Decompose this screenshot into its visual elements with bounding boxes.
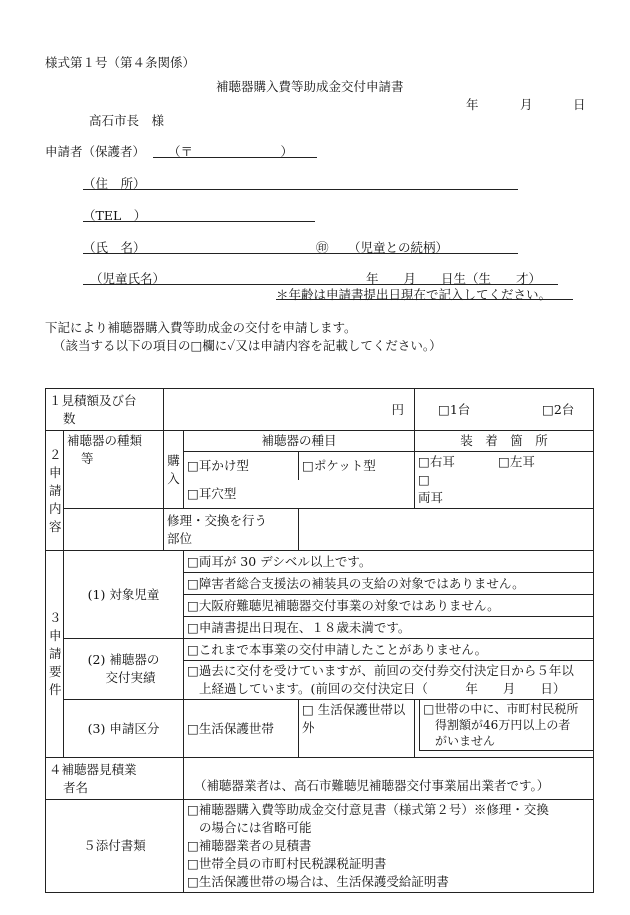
welfare-household-checkbox[interactable]: □生活保護世帯	[184, 700, 299, 758]
ear-hook-checkbox[interactable]: □耳かけ型	[184, 452, 299, 481]
section2-side-cell	[46, 431, 64, 551]
date-year-label: 年	[466, 97, 479, 112]
application-class-label: (3) 申請区分	[64, 700, 184, 758]
section3-side-4: 件	[49, 682, 62, 697]
unit-count-cell	[415, 389, 594, 431]
record-item-1[interactable]: □これまで本事業の交付申請したことがありません。	[184, 639, 594, 661]
both-ears-checkbox[interactable]: □	[418, 472, 430, 487]
section2-side-2: 請	[49, 482, 62, 498]
form-title: 補聴器購入費等助成金交付申請書	[216, 79, 404, 94]
repair-part-field[interactable]	[299, 509, 594, 551]
income-tax-cell[interactable]	[415, 700, 594, 758]
two-unit-checkbox[interactable]: □2台	[542, 401, 575, 417]
target-item-2[interactable]: □障害者総合支援法の補装具の支給の対象ではありません。	[184, 573, 594, 595]
one-unit-checkbox[interactable]: □1台	[438, 401, 471, 417]
delivery-record-label-2: 交付実績	[105, 670, 156, 685]
pocket-type-checkbox[interactable]: □ポケット型	[299, 452, 415, 481]
estimate-amount-cell[interactable]	[164, 389, 415, 431]
purchase-label-cell	[164, 431, 184, 509]
intro-line-2: （該当する以下の項目の□欄に✓又は申請内容を記載してください。）	[53, 338, 442, 353]
intro-line-1: 下記により補聴器購入費等助成金の交付を申請します。	[45, 320, 357, 335]
row-record-1	[46, 639, 594, 661]
address-underline	[83, 189, 518, 190]
hearing-aid-type-label: 補聴器の種類	[67, 433, 143, 448]
hearing-aid-type-label-2: 等	[81, 451, 94, 466]
address-field[interactable]: （住 所）	[83, 176, 146, 191]
delivery-record-label-cell	[64, 639, 184, 700]
section2-number: ２	[49, 446, 62, 462]
section3-side-1: 申	[49, 628, 62, 643]
tel-underline	[83, 221, 315, 222]
yen-unit: 円	[391, 401, 405, 417]
purchase-label-1: 購	[167, 452, 180, 468]
right-ear-checkbox[interactable]: □右耳	[418, 454, 455, 469]
section3-side-3: 要	[49, 664, 62, 679]
attachments-list	[184, 800, 594, 893]
row-estimate	[46, 389, 594, 431]
row-repair	[46, 509, 594, 551]
date-day-label: 日	[573, 97, 586, 112]
section3-number: ３	[49, 610, 62, 625]
row-type-header	[46, 431, 594, 452]
repair-label-cell	[164, 509, 299, 551]
row-target-1	[46, 551, 594, 573]
both-ears-label: 両耳	[418, 490, 444, 505]
vendor-note: （補聴器業者は、高石市難聴児補聴器交付事業届出業者です。）	[194, 778, 550, 793]
applicant-label: 申請者（保護者）	[45, 144, 146, 159]
estimate-label-2: 数	[63, 410, 76, 426]
age-note: ＊年齢は申請書提出日現在で記入してください。	[276, 287, 552, 302]
attachment-item-1[interactable]: □補聴器購入費等助成金交付意見書（様式第２号）※修理・交換	[187, 802, 549, 817]
date-month-label: 月	[520, 97, 533, 112]
vendor-label: ４補聴器見積業	[49, 761, 137, 777]
attachments-label: ５添付書類	[46, 800, 184, 893]
repair-label: 修理・交換を行う	[167, 512, 268, 528]
income-tax-box	[419, 700, 593, 751]
name-underline	[83, 253, 518, 254]
target-item-3[interactable]: □大阪府難聴児補聴器交付事業の対象ではありません。	[184, 595, 594, 617]
vendor-name-field[interactable]	[184, 758, 594, 800]
attachment-item-3[interactable]: □世帯全員の市町村民税課税証明書	[187, 856, 387, 871]
hearing-aid-type-label-cell	[64, 431, 164, 509]
place-header: 装 着 箇 所	[415, 431, 594, 452]
age-note-underline	[276, 299, 573, 300]
form-number: 様式第１号（第４条関係）	[45, 55, 196, 70]
birth-date-field[interactable]: 年 月 日生（生 才）	[366, 271, 542, 286]
delivery-record-label: (2) 補聴器の	[87, 652, 160, 667]
non-welfare-label-2: 外	[302, 720, 315, 735]
relation-field[interactable]: （児童との続柄）	[348, 240, 449, 255]
postal-field[interactable]: （〒 ）	[168, 144, 294, 159]
attachment-item-4[interactable]: □生活保護世帯の場合は、生活保護受給証明書	[187, 874, 449, 889]
section3-side-cell	[46, 551, 64, 758]
tel-field[interactable]: （TEL ）	[83, 208, 147, 223]
application-table	[45, 388, 594, 893]
place-options-cell	[415, 452, 594, 509]
purchase-label-2: 入	[167, 470, 180, 486]
seal-mark: ㊞	[316, 240, 329, 255]
income-tax-checkbox: □世帯の中に、市町村民税所	[423, 702, 579, 716]
non-welfare-checkbox: □ 生活保護世帯以	[302, 702, 406, 717]
section2-side-1: 申	[49, 464, 62, 480]
vendor-label-2: 者名	[63, 779, 89, 795]
non-welfare-cell[interactable]	[299, 700, 415, 758]
record-item-2-cell[interactable]	[184, 661, 594, 700]
repair-blank-cell	[64, 509, 164, 551]
repair-label-2: 部位	[167, 530, 193, 546]
left-ear-checkbox[interactable]: □左耳	[498, 454, 535, 469]
row-vendor	[46, 758, 594, 800]
row-class	[46, 700, 594, 758]
attachment-item-2[interactable]: □補聴器業者の見積書	[187, 838, 312, 853]
target-item-1[interactable]: □両耳が 30 デシベル以上です。	[184, 551, 594, 573]
record-item-2b: 上経過しています。(前回の交付決定日（ 年 月 日）	[199, 681, 566, 696]
estimate-label-cell	[46, 389, 164, 431]
income-tax-label-2: 得割額が46万円以上の者	[435, 718, 571, 732]
addressee: 高石市長 様	[89, 113, 165, 128]
name-field[interactable]: （氏 名）	[83, 240, 146, 255]
record-item-2: □過去に交付を受けていますが、前回の交付券交付決定日から５年以	[187, 663, 574, 678]
row-attachments	[46, 800, 594, 893]
target-child-label: (1) 対象児童	[64, 551, 184, 639]
section3-side-2: 請	[49, 646, 62, 661]
income-tax-label-3: がいません	[435, 734, 496, 748]
in-ear-checkbox[interactable]: □耳穴型	[184, 480, 415, 509]
section2-side-4: 容	[49, 518, 62, 534]
vendor-label-cell	[46, 758, 184, 800]
kind-header: 補聴器の種目	[184, 431, 415, 452]
section2-side-3: 内	[49, 500, 62, 516]
attachment-item-1b: の場合には省略可能	[199, 820, 312, 835]
target-item-4[interactable]: □申請書提出日現在、１８歳未満です。	[184, 617, 594, 639]
child-name-field[interactable]: （児童氏名）	[90, 271, 166, 286]
estimate-label: １見積額及び台	[49, 392, 137, 408]
